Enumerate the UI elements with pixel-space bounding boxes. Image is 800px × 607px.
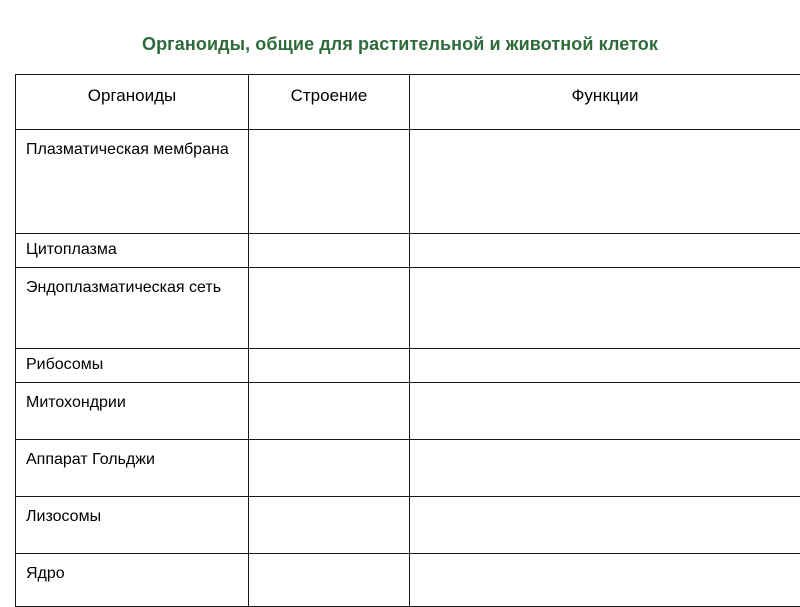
organoid-name-cell: Митохондрии [16,383,249,440]
table-row [16,130,800,234]
organoids-table [15,74,800,607]
function-cell[interactable] [410,440,800,497]
function-cell[interactable] [410,268,800,349]
structure-cell[interactable] [249,497,410,554]
function-cell[interactable] [410,130,800,234]
function-cell[interactable] [410,497,800,554]
function-cell[interactable] [410,234,800,268]
table-row [16,497,800,554]
organoid-name-cell: Ядро [16,554,249,607]
table-row [16,268,800,349]
organoid-name-cell: Эндоплазматическая сеть [16,268,249,349]
structure-cell[interactable] [249,383,410,440]
function-cell[interactable] [410,349,800,383]
table-row [16,554,800,607]
structure-cell[interactable] [249,130,410,234]
column-header-organoids: Органоиды [16,75,249,130]
organoid-name-cell: Плазматическая мембрана [16,130,249,234]
organoid-name-cell: Лизосомы [16,497,249,554]
function-cell[interactable] [410,554,800,607]
table-row [16,234,800,268]
organoid-name-cell: Рибосомы [16,349,249,383]
table-row [16,383,800,440]
page-title: Органоиды, общие для растительной и животной клеток [0,34,800,55]
structure-cell[interactable] [249,268,410,349]
table-row [16,349,800,383]
column-header-functions: Функции [410,75,800,130]
table-header-row [16,75,800,130]
structure-cell[interactable] [249,234,410,268]
organoid-name-cell: Цитоплазма [16,234,249,268]
column-header-structure: Строение [249,75,410,130]
structure-cell[interactable] [249,554,410,607]
organoid-name-cell: Аппарат Гольджи [16,440,249,497]
function-cell[interactable] [410,383,800,440]
structure-cell[interactable] [249,349,410,383]
table-row [16,440,800,497]
structure-cell[interactable] [249,440,410,497]
